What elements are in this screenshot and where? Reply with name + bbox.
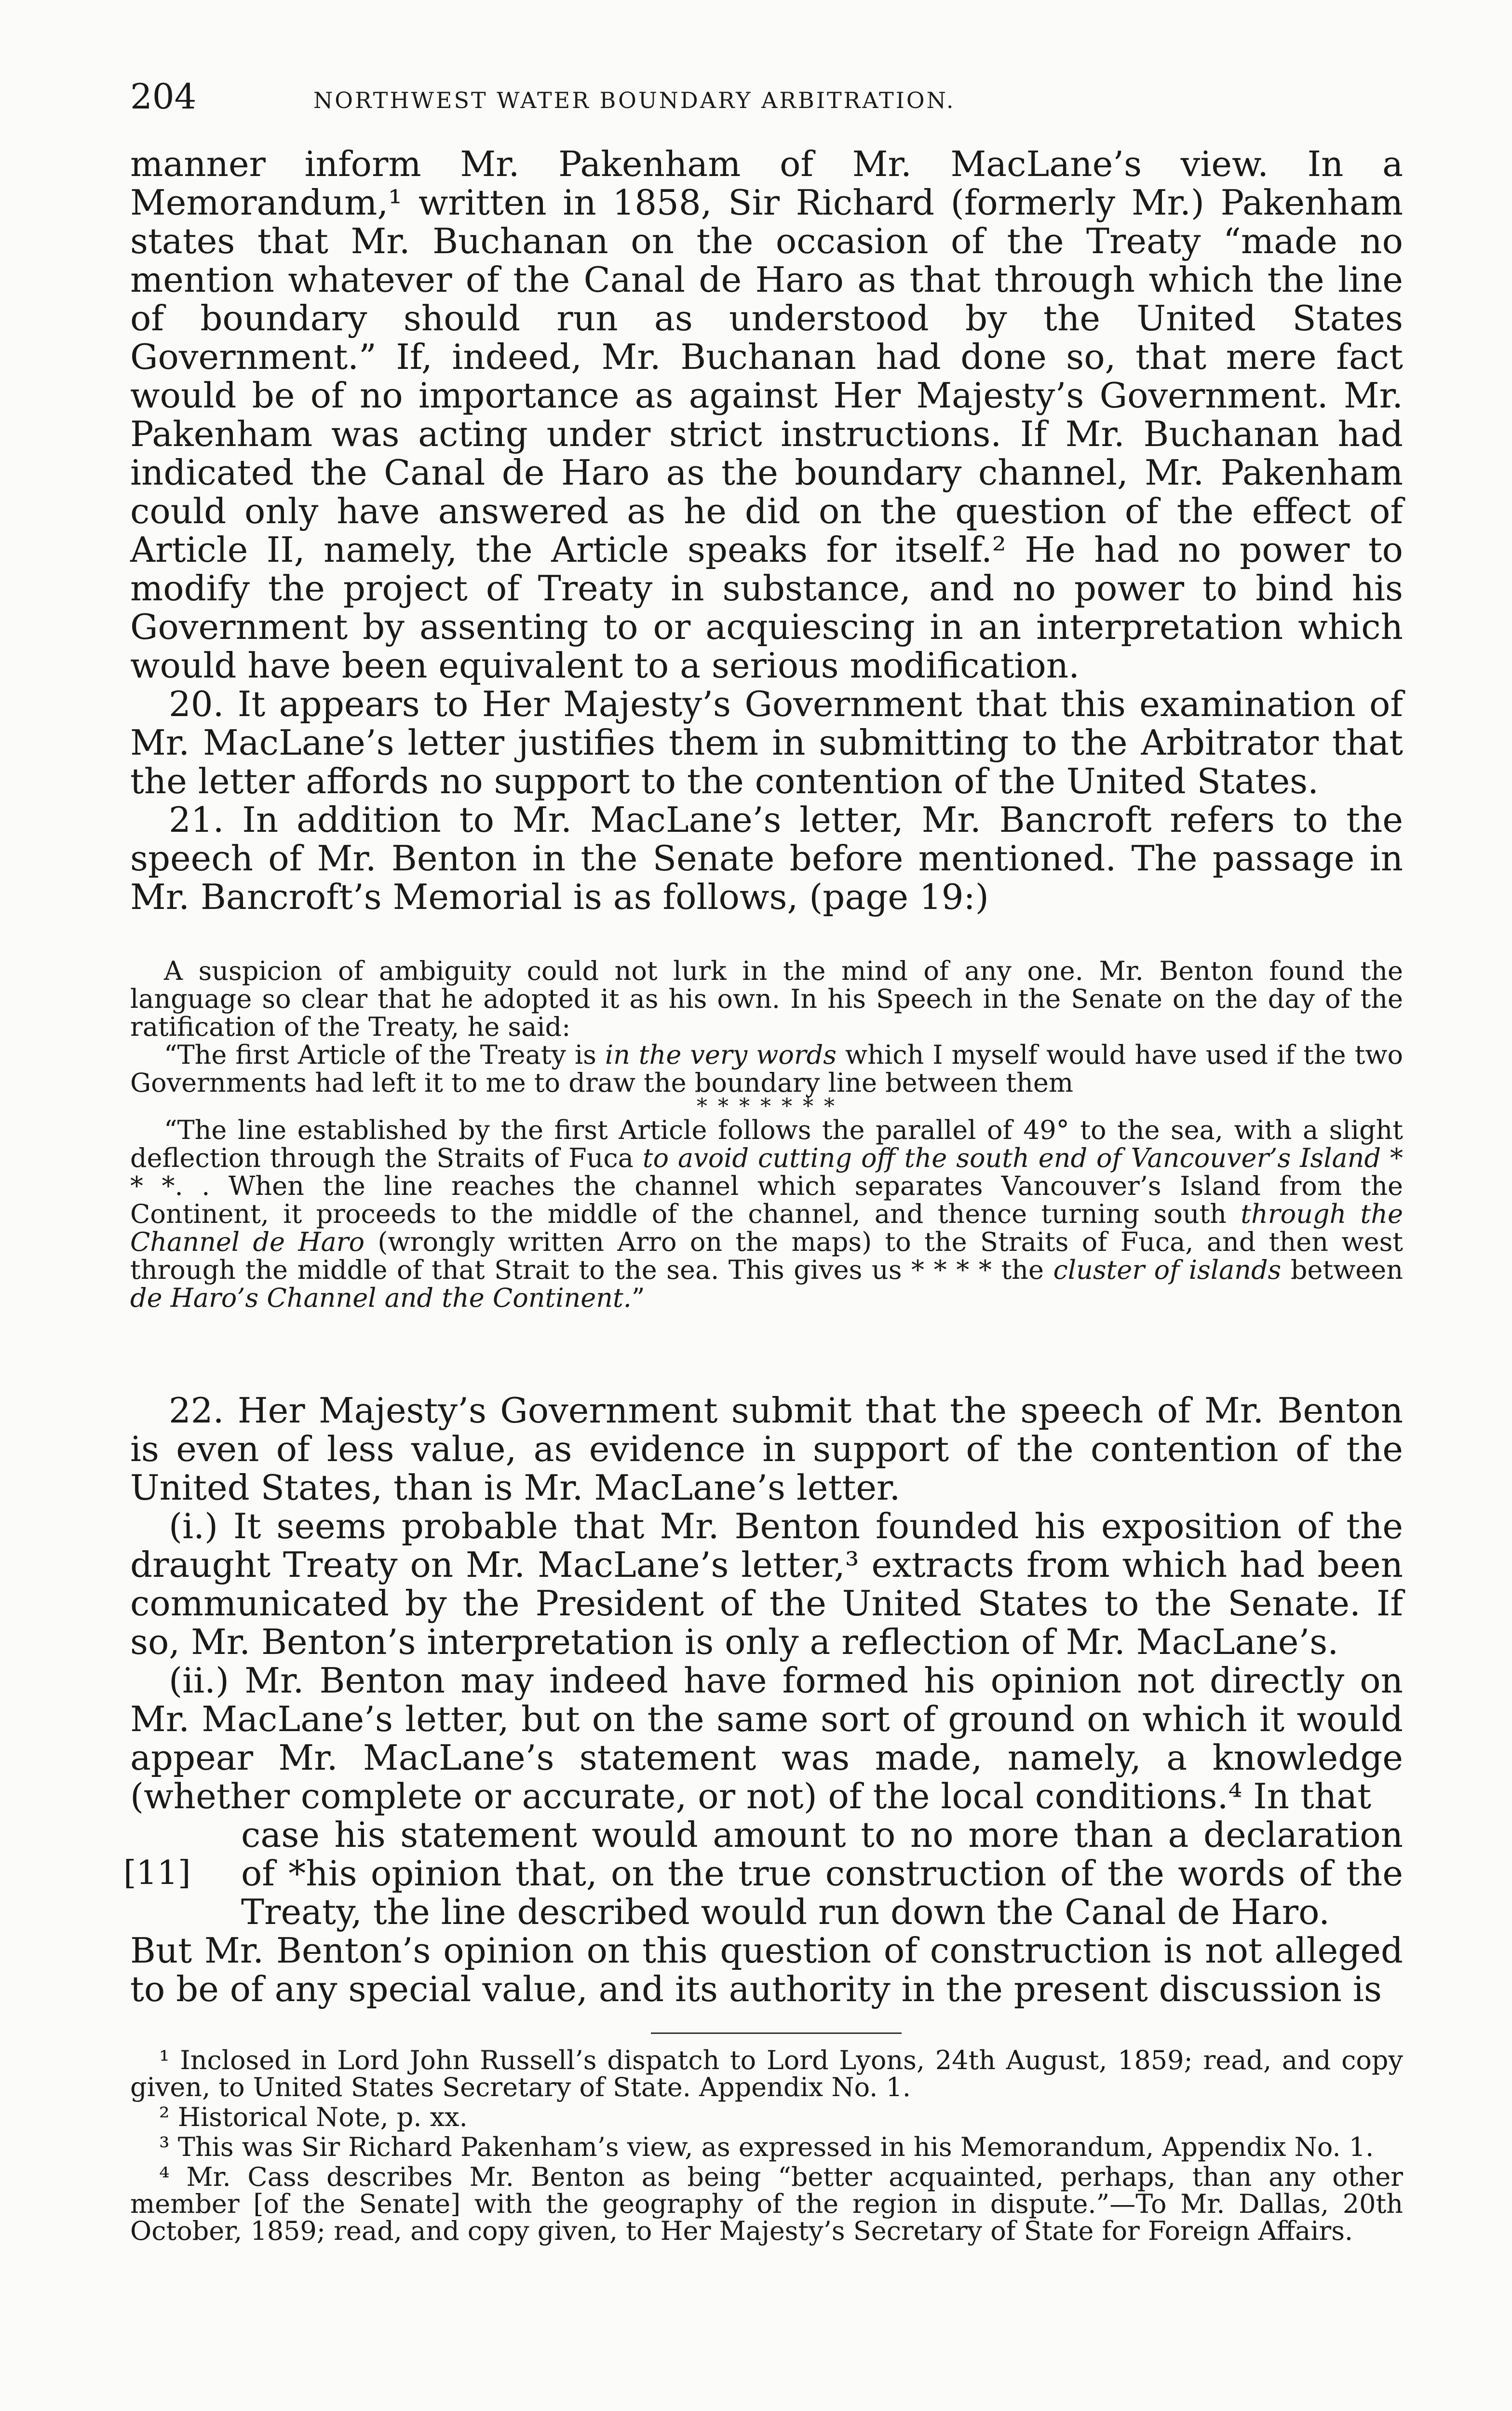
body-text-upper bbox=[130, 145, 1403, 916]
margin-block bbox=[123, 1815, 1403, 1932]
running-title: NORTHWEST WATER BOUNDARY ARBITRATION. bbox=[313, 87, 956, 113]
paragraph-22: 22. Her Majesty’s Government submit that the speech of Mr. Benton is even of less value, as evidence in support of the contention of the United States, than is Mr. MacLane’s letter. bbox=[130, 1390, 1403, 1508]
quote-text: which I myself would have used if the two Governments had left it to me to draw the boundary line between them bbox=[130, 1040, 1404, 1098]
quote-text: ” bbox=[631, 1283, 645, 1313]
quote-text: * * *. . When the line reaches the channel which separates Vancouver’s Island from the Continent, it proceeds to the middle of the channel, and thence turning south bbox=[130, 1143, 1403, 1229]
quote-italic: de Haro’s Channel and the Continent. bbox=[130, 1283, 632, 1313]
paragraph-19-continued: manner inform Mr. Pakenham of Mr. MacLane’s view. In a Memorandum,¹ written in 1858, Sir Richard (formerly Mr.) Pakenham states that Mr. Buchanan on the occasion of the Treaty “made no mention whatever of the Canal de Haro as that through which the line of boundary should run as understood by the United States Government.” If, indeed, Mr. Buchanan had done so, that mere fact would be of no importance as against Her Majesty’s Government. Mr. Pakenham was acting under strict instructions. If Mr. Buchanan had indicated the Canal de Haro as the boundary channel, Mr. Pakenham could only have answered as he did on the question of the effect of Article II, namely, the Article speaks for itself.² He had no power to modify the project of Treaty in substance, and no power to bind his Government by assenting to or acquiescing in an interpretation which would have been equivalent to a serious modification. bbox=[130, 144, 1403, 686]
footnote-1: ¹ Inclosed in Lord John Russell’s dispatch to Lord Lyons, 24th August, 1859; read, and copy given, to United States Secretary of State. Appendix No. 1. bbox=[130, 2045, 1403, 2102]
block-quote bbox=[130, 957, 1403, 1312]
quote-text: between bbox=[1281, 1255, 1403, 1285]
footnotes bbox=[130, 2047, 1403, 2248]
paragraph-22-ii-continued: But Mr. Benton’s opinion on this question of construction is not alleged to be of any special value, and its authority in the present discussion is bbox=[130, 1930, 1403, 2009]
footnote-rule bbox=[651, 2032, 902, 2034]
paragraph-21: 21. In addition to Mr. MacLane’s letter, Mr. Bancroft refers to the speech of Mr. Benton in the Senate before mentioned. The passage in Mr. Bancroft’s Memorial is as follows, (page 19:) bbox=[130, 799, 1403, 917]
body-text-lower bbox=[123, 1390, 1403, 2009]
ellipsis-stars: * * * * * * * bbox=[697, 1094, 837, 1119]
page-number: 204 bbox=[130, 76, 197, 117]
quote-text: “The line established by the first Article follows the parallel of 49° to the sea, with a slight deflection through the Straits of Fuca bbox=[130, 1115, 1403, 1173]
paragraph-22-i: (i.) It seems probable that Mr. Benton founded his exposition of the draught Treaty on Mr. MacLane’s letter,³ extracts from which had been communicated by the President of the United States to the Senate. If so, Mr. Benton’s interpretation is only a reflection of Mr. MacLane’s. bbox=[130, 1506, 1403, 1662]
quote-italic: through the Channel de Haro bbox=[130, 1199, 1403, 1257]
margin-page-reference: [11] bbox=[123, 1854, 191, 1892]
quote-italic: to avoid cutting off the south end of Vancouver’s Island bbox=[642, 1143, 1381, 1173]
footnote-3: ³ This was Sir Richard Pakenham’s view, as expressed in his Memorandum, Appendix No. 1. bbox=[159, 2132, 1374, 2162]
page-header bbox=[130, 72, 1403, 125]
quote-paragraph-3 bbox=[130, 1116, 1403, 1312]
indented-continuation: case his statement would amount to no more than a declaration of *his opinion that, on the true construction of the words of the Treaty, the line described would run down the Canal de Haro. bbox=[241, 1815, 1403, 1932]
footnote-2: ² Historical Note, p. xx. bbox=[159, 2102, 468, 2132]
quote-italic: cluster of islands bbox=[1053, 1255, 1282, 1285]
paragraph-20: 20. It appears to Her Majesty’s Government that this examination of Mr. MacLane’s letter justifies them in submitting to the Arbitrator that the letter affords no support to the contention of the United States. bbox=[130, 684, 1403, 801]
quote-text: (wrongly written Arro on the maps) to the Straits of Fuca, and then west through the middle of that Strait to the sea. This gives us * * * * the bbox=[130, 1227, 1403, 1285]
quote-paragraph-1: A suspicion of ambiguity could not lurk in the mind of any one. Mr. Benton found the language so clear that he adopted it as his own. In his Speech in the Senate on the day of the ratification of the Treaty, he said: bbox=[130, 956, 1403, 1042]
quote-paragraph-2 bbox=[130, 1041, 1403, 1097]
quote-italic: in the very words bbox=[605, 1040, 837, 1070]
footnote-4: ⁴ Mr. Cass describes Mr. Benton as being “better acquainted, perhaps, than any other member [of the Senate] with the geography of the region in dispute.”—To Mr. Dallas, 20th October, 1859; read, and copy given, to Her Majesty’s Secretary of State for Foreign Affairs. bbox=[130, 2162, 1403, 2246]
quote-text: “The first Article of the Treaty is bbox=[164, 1040, 605, 1070]
paragraph-22-ii: (ii.) Mr. Benton may indeed have formed his opinion not directly on Mr. MacLane’s letter, but on the same sort of ground on which it would appear Mr. MacLane’s statement was made, namely, a knowledge (whether complete or accurate, or not) of the local conditions.⁴ In that bbox=[130, 1660, 1403, 1816]
